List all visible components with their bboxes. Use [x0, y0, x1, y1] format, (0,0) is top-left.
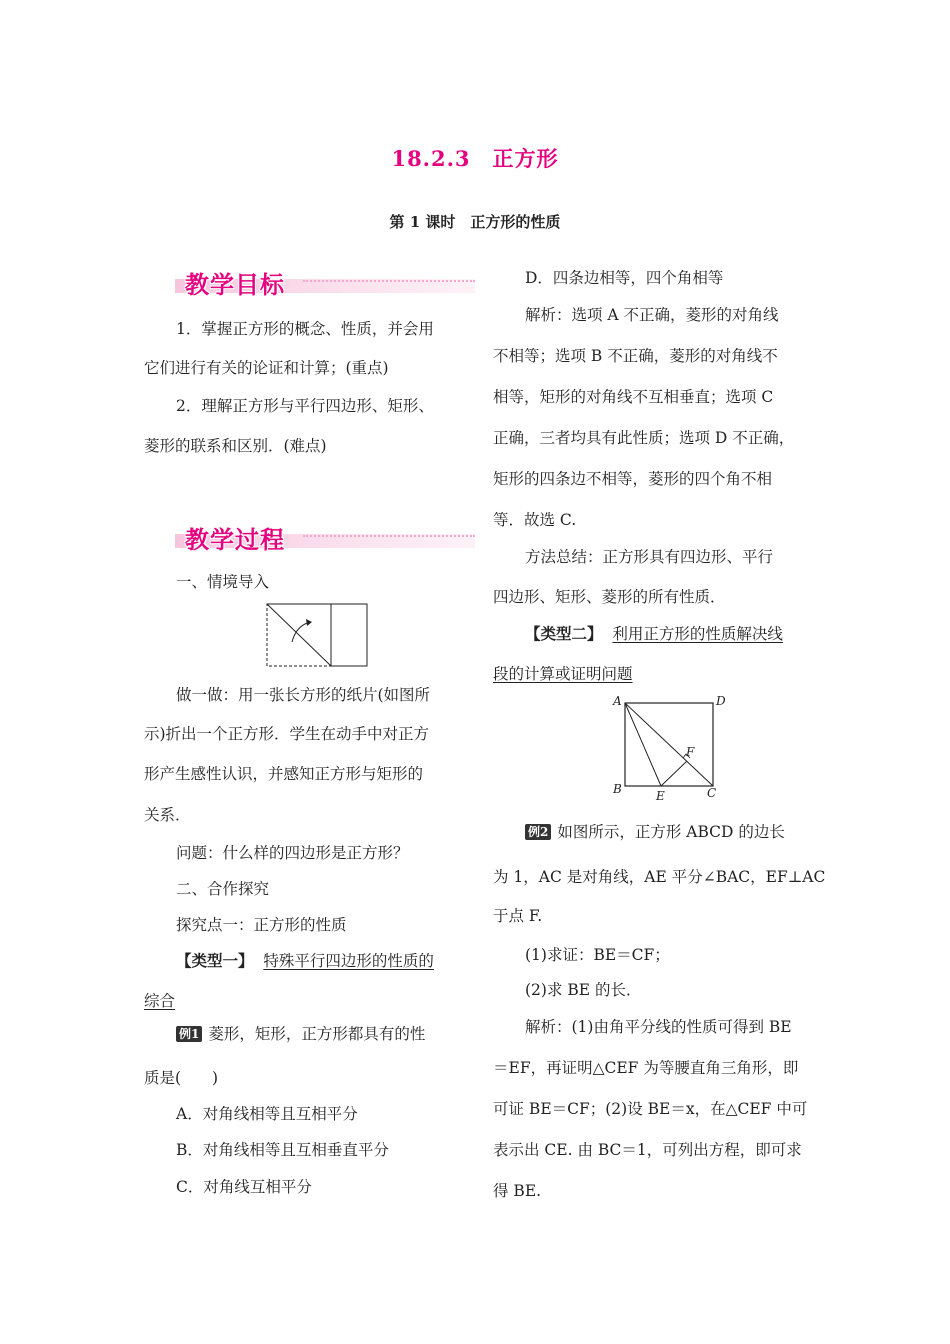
goal-2-line-1: 2．理解正方形与平行四边形、矩形、 — [176, 397, 434, 415]
goals-banner-label: 教学目标 — [185, 271, 285, 299]
section-1-heading: 一、情境导入 — [176, 573, 270, 591]
analysis-2-line-5: 得 BE. — [493, 1182, 542, 1200]
analysis-1-line-3: 相等，矩形的对角线不互相垂直；选项 C — [493, 388, 774, 406]
type-2-title-cont: 段的计算或证明问题 — [493, 665, 633, 683]
square-abcd-figure — [606, 692, 726, 804]
example-1-line-1: 例1 菱形，矩形，正方形都具有的性 — [176, 1024, 425, 1044]
type-1-title-cont: 综合 — [144, 992, 176, 1010]
question: 问题：什么样的四边形是正方形？ — [176, 844, 409, 862]
option-b: B．对角线相等且互相垂直平分 — [176, 1141, 389, 1159]
type-2-tag: 【类型二】 — [525, 624, 603, 643]
analysis-1-line-2: 不相等；选项 B 不正确，菱形的对角线不 — [493, 347, 778, 365]
label-b: B — [613, 782, 622, 796]
example-2-question-2: (2)求 BE 的长． — [525, 981, 642, 999]
option-c: C．对角线互相平分 — [176, 1178, 312, 1196]
example-2-line-2: 为 1，AC 是对角线，AE 平分∠BAC，EF⊥AC — [493, 868, 826, 886]
goal-1-line-2: 它们进行有关的论证和计算；(重点) — [144, 359, 389, 377]
segment-ef — [661, 761, 687, 786]
fold-arrow-head — [306, 619, 312, 626]
analysis-2-line-2: ＝EF，再证明△CEF 为等腰直角三角形，即 — [493, 1059, 799, 1077]
process-banner-label: 教学过程 — [185, 526, 285, 554]
analysis-2-line-4: 表示出 CE. 由 BC＝1，可列出方程，即可求 — [493, 1141, 802, 1159]
analysis-1-line-5: 矩形的四条边不相等，菱形的四个角不相 — [493, 470, 773, 488]
goal-2-line-2: 菱形的联系和区别．(难点) — [144, 437, 327, 455]
type-1-tag: 【类型一】 — [176, 951, 254, 970]
label-f: F — [686, 745, 695, 759]
analysis-1-line-4: 正确，三者均具有此性质；选项 D 不正确， — [493, 429, 795, 447]
activity-line-1: 做一做：用一张长方形的纸片(如图所 — [176, 686, 431, 704]
analysis-2-line-1: 解析：(1)由角平分线的性质可得到 BE — [525, 1018, 792, 1036]
type-2-title: 利用正方形的性质解决线 — [612, 625, 783, 643]
analysis-2-line-3: 可证 BE＝CF；(2)设 BE＝x，在△CEF 中可 — [493, 1100, 808, 1118]
analysis-1-line-1: 解析：选项 A 不正确，菱形的对角线 — [525, 306, 779, 324]
diagonal-ac — [625, 703, 713, 786]
example-2-badge: 例2 — [525, 824, 551, 840]
fold-strip — [331, 604, 367, 666]
activity-line-4: 关系． — [144, 806, 191, 824]
goal-1-line-1: 1．掌握正方形的概念、性质，并会用 — [176, 320, 434, 338]
label-c: C — [707, 786, 717, 800]
label-d: D — [716, 694, 726, 708]
example-1-badge: 例1 — [176, 1026, 202, 1042]
label-a: A — [613, 694, 622, 708]
example-2-question-1: (1)求证：BE＝CF； — [525, 946, 670, 964]
example-2-line-1: 例2 如图所示，正方形 ABCD 的边长 — [525, 822, 785, 842]
type-2-heading — [525, 624, 783, 644]
option-d: D．四条边相等，四个角相等 — [525, 269, 724, 287]
section-2-heading: 二、合作探究 — [176, 880, 270, 898]
method-summary-line-1: 方法总结：正方形具有四边形、平行 — [525, 548, 774, 566]
fold-diagonal — [267, 604, 331, 666]
goals-banner — [175, 265, 475, 299]
option-a: A．对角线相等且互相平分 — [176, 1105, 358, 1123]
method-summary-line-2: 四边形、矩形、菱形的所有性质． — [493, 588, 726, 606]
activity-line-2: 示)折出一个正方形．学生在动手中对正方 — [144, 725, 430, 743]
activity-line-3: 形产生感性认识，并感知正方形与矩形的 — [144, 765, 424, 783]
type-1-title: 特殊平行四边形的性质的 — [263, 952, 434, 970]
page-title: 18.2.3 正方形 — [391, 146, 559, 171]
lesson-subtitle: 第 1 课时 正方形的性质 — [389, 213, 561, 231]
segment-ae — [625, 703, 661, 786]
type-1-heading — [176, 951, 434, 971]
example-1-line-2: 质是( ) — [144, 1069, 219, 1087]
explore-point-1: 探究点一：正方形的性质 — [176, 916, 347, 934]
label-e: E — [656, 789, 665, 803]
process-banner — [175, 520, 475, 554]
paper-fold-figure — [262, 602, 372, 668]
analysis-1-line-6: 等．故选 C. — [493, 511, 577, 529]
example-2-line-3: 于点 F. — [493, 907, 543, 925]
